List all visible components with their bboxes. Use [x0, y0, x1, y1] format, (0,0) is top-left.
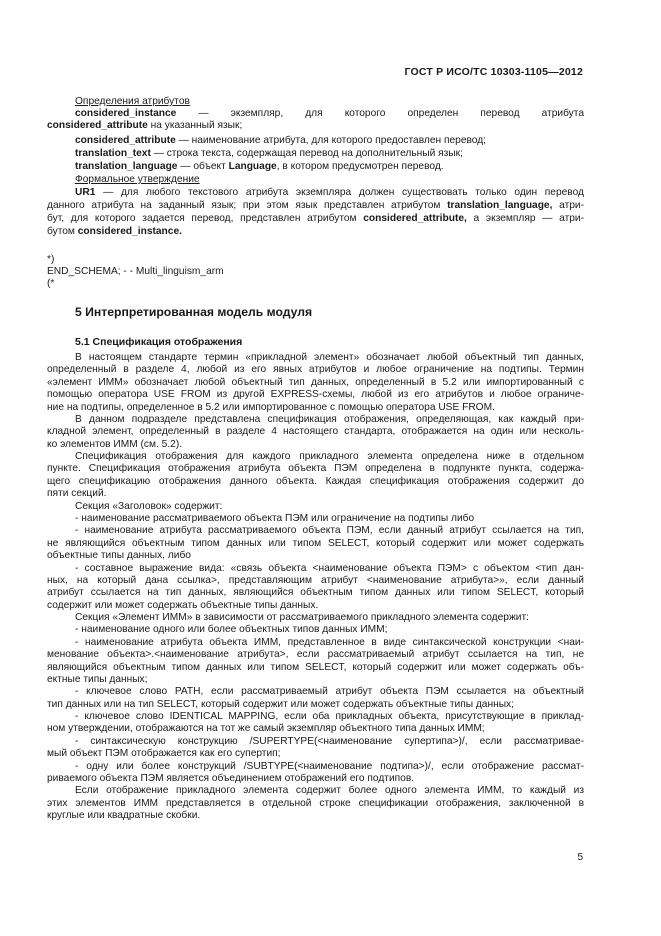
body-text-line: тип данных или на тип SELECT, который содержит или может содержать объектные типы данных;	[47, 698, 514, 710]
body-text-line: не являющийся объектным типом данных или типом SELECT, который содержит или может содержать	[47, 537, 584, 549]
rule-text: — для любого текстового атрибута экземпляра должен существовать только один перевод	[95, 187, 584, 198]
rule-text: атри-	[552, 200, 584, 211]
rule-ur1-line	[47, 200, 584, 212]
body-text-line: Секция «Заголовок» содержит:	[75, 500, 223, 512]
definition-translation-language	[75, 161, 584, 173]
body-text-line: Если отображение прикладного элемента содержит более одного элемента ИММ, то каждый из	[75, 785, 584, 797]
body-text-line: - ключевое слово PATH, если рассматриваемый атрибут объекта ПЭМ ссылается на объектный	[75, 686, 584, 698]
body-text-line: ных, на который дана ссылка>, представляющим атрибут <наименование атрибута>», если данный	[47, 574, 584, 586]
document-header: ГОСТ Р ИСО/ТС 10303-1105—2012	[404, 66, 583, 78]
definition-considered-instance-cont	[47, 120, 584, 132]
body-text-line: - наименование атрибута рассматриваемого объекта ПЭМ, если данный атрибут ссылается на тип,	[75, 525, 584, 537]
body-text-line: кладной элемент, определенный в разделе 4 настоящего стандарта, отображается на один или несколь-	[47, 426, 584, 438]
formal-propositions-heading: Формальное утверждение	[75, 174, 200, 185]
page-number: 5	[577, 852, 583, 863]
body-text-line: этих элементов ИММ представляется в отдельной строке спецификации отображения, заключенной в	[47, 797, 584, 809]
code-line: *)	[47, 254, 55, 265]
body-text-line: определенный в разделе 4, любой из его явных атрибутов и любое ограничение на подтипы. Термин	[47, 364, 584, 376]
body-text-line: пяти секций.	[47, 488, 107, 500]
body-text-line: ние на подтипы, определенное в 5.2 или импортированное с помощью оператора USE FROM.	[47, 401, 495, 413]
body-text-line: объектные типы данных, либо	[47, 550, 191, 562]
rule-ur1-line	[47, 226, 584, 238]
body-text-line: ко элементов ИММ (см. 5.2).	[47, 438, 183, 450]
body-text-line: пункте. Спецификация отображения атрибута объекта ПЭМ определена в подпункте пункта, содержа-	[47, 463, 584, 475]
section-5-title: 5 Интерпретированная модель модуля	[75, 305, 313, 319]
term: considered_instance.	[77, 226, 182, 237]
rule-ur1-line	[47, 213, 584, 225]
term: considered_attribute	[75, 135, 176, 146]
body-text-line: - ключевое слово IDENTICAL MAPPING, если оба прикладных объекта, присутствующие в приклад-	[75, 711, 584, 722]
body-text-line: В данном подразделе представлена спецификация отображения, определяющая, как каждый при-	[75, 413, 584, 425]
rule-text: а экземпляр — атри-	[466, 213, 585, 224]
body-text-line: круглые или квадратные скобки.	[47, 810, 201, 822]
body-text-line: мый объект ПЭМ отображается как его супертип;	[47, 748, 281, 760]
body-text-line: содержит или может содержать объектные типы данных.	[47, 599, 319, 611]
body-text-line: ектные типы данных;	[47, 673, 148, 685]
definition-considered-attribute	[75, 135, 584, 147]
body-text-line: Секция «Элемент ИММ» в зависимости от рассматриваемого прикладного элемента содержит:	[75, 612, 529, 623]
term: Language	[228, 161, 277, 172]
body-text-line: щего спецификацию отображения данного объекта. Каждая спецификация отображения содержит до	[47, 475, 584, 487]
body-text-line: Спецификация отображения для каждого прикладного элемента определена ниже в отдельном	[75, 451, 584, 462]
rule-text: бут, для которого задается перевод, представлен атрибутом	[47, 213, 364, 224]
definition-translation-text	[75, 148, 584, 160]
body-text-line: помощью оператора USE FROM из другой EXPRESS-схемы, любой из его атрибутов и любое ограниче-	[47, 389, 584, 401]
body-text-line: - наименование одного или более объектных типов данных ИММ;	[75, 624, 388, 636]
term: considered_attribute,	[363, 213, 467, 224]
body-text-line: - одну или более конструкций /SUBTYPE(<наименование подтипа>)/, если отображение рассмат-	[75, 760, 584, 772]
body-text-line: - наименование рассматриваемого объекта ПЭМ или ограничение на подтипы либо	[75, 512, 475, 524]
body-text-line: - составное выражение вида: «связь объекта <наименование объекта ПЭМ> с объектом <тип дан-	[75, 562, 584, 574]
body-text-line: ном утверждении, отображаются на тот же самый экземпляр объектного типа данных ИММ;	[47, 723, 485, 735]
term: translation_language,	[447, 200, 553, 211]
term: translation_language	[75, 161, 178, 172]
attribute-definitions-heading: Определения атрибутов	[75, 96, 190, 107]
body-text-line: В настоящем стандарте термин «прикладной элемент» обозначает любой объектный тип данных,	[75, 352, 584, 363]
rule-text: бутом	[47, 226, 78, 237]
body-text-line: являющийся объектным типом данных или типом SELECT, который содержит или может содержать объ-	[47, 661, 584, 673]
definition-text: — наименование атрибута, для которого предоставлен перевод;	[175, 135, 487, 146]
body-text-line: атрибут ссылается на тип данных, являющийся объектным типом данных или типом SELECT, который	[47, 587, 584, 599]
rule-label: UR1	[75, 187, 96, 198]
term: considered_instance	[75, 108, 177, 119]
definition-considered-instance	[75, 108, 584, 120]
term: translation_text	[75, 148, 151, 159]
body-text-line: - наименование атрибута объекта ИММ, представленное в виде синтаксической конструкции <наи-	[75, 636, 584, 648]
code-line: END_SCHEMA; - - Multi_linguism_arm	[47, 266, 224, 277]
definition-text: — объект	[177, 161, 229, 172]
definition-text: — строка текста, содержащая перевод на дополнительный язык;	[150, 148, 463, 159]
term: considered_attribute	[47, 120, 148, 131]
code-line: (*	[47, 278, 55, 289]
body-text-line: риваемого объекта ПЭМ является объединением отображений его подтипов.	[47, 772, 415, 784]
body-text-line: менование объекта>.<наименование атрибута>, если рассматриваемый атрибут ссылается на тип, не	[47, 649, 584, 661]
body-text-line: «элемент ИММ» обозначает любой объектный тип данных, определенный в 5.2 или импортированный с	[47, 376, 584, 388]
section-5-1-title: 5.1 Спецификация отображения	[75, 336, 243, 348]
body-text-line: - синтаксическую конструкцию /SUPERTYPE(<наименование супертипа>)/, если рассматривае-	[75, 735, 584, 747]
definition-text: — экземпляр, для которого определен перевод атрибута	[176, 108, 584, 119]
rule-text: данного атрибута на заданный язык; при этом язык представлен атрибутом	[47, 200, 448, 211]
rule-ur1-line	[75, 187, 584, 199]
definition-text: на указанный язык;	[147, 120, 243, 131]
definition-text: , в котором предусмотрен перевод.	[276, 161, 444, 172]
